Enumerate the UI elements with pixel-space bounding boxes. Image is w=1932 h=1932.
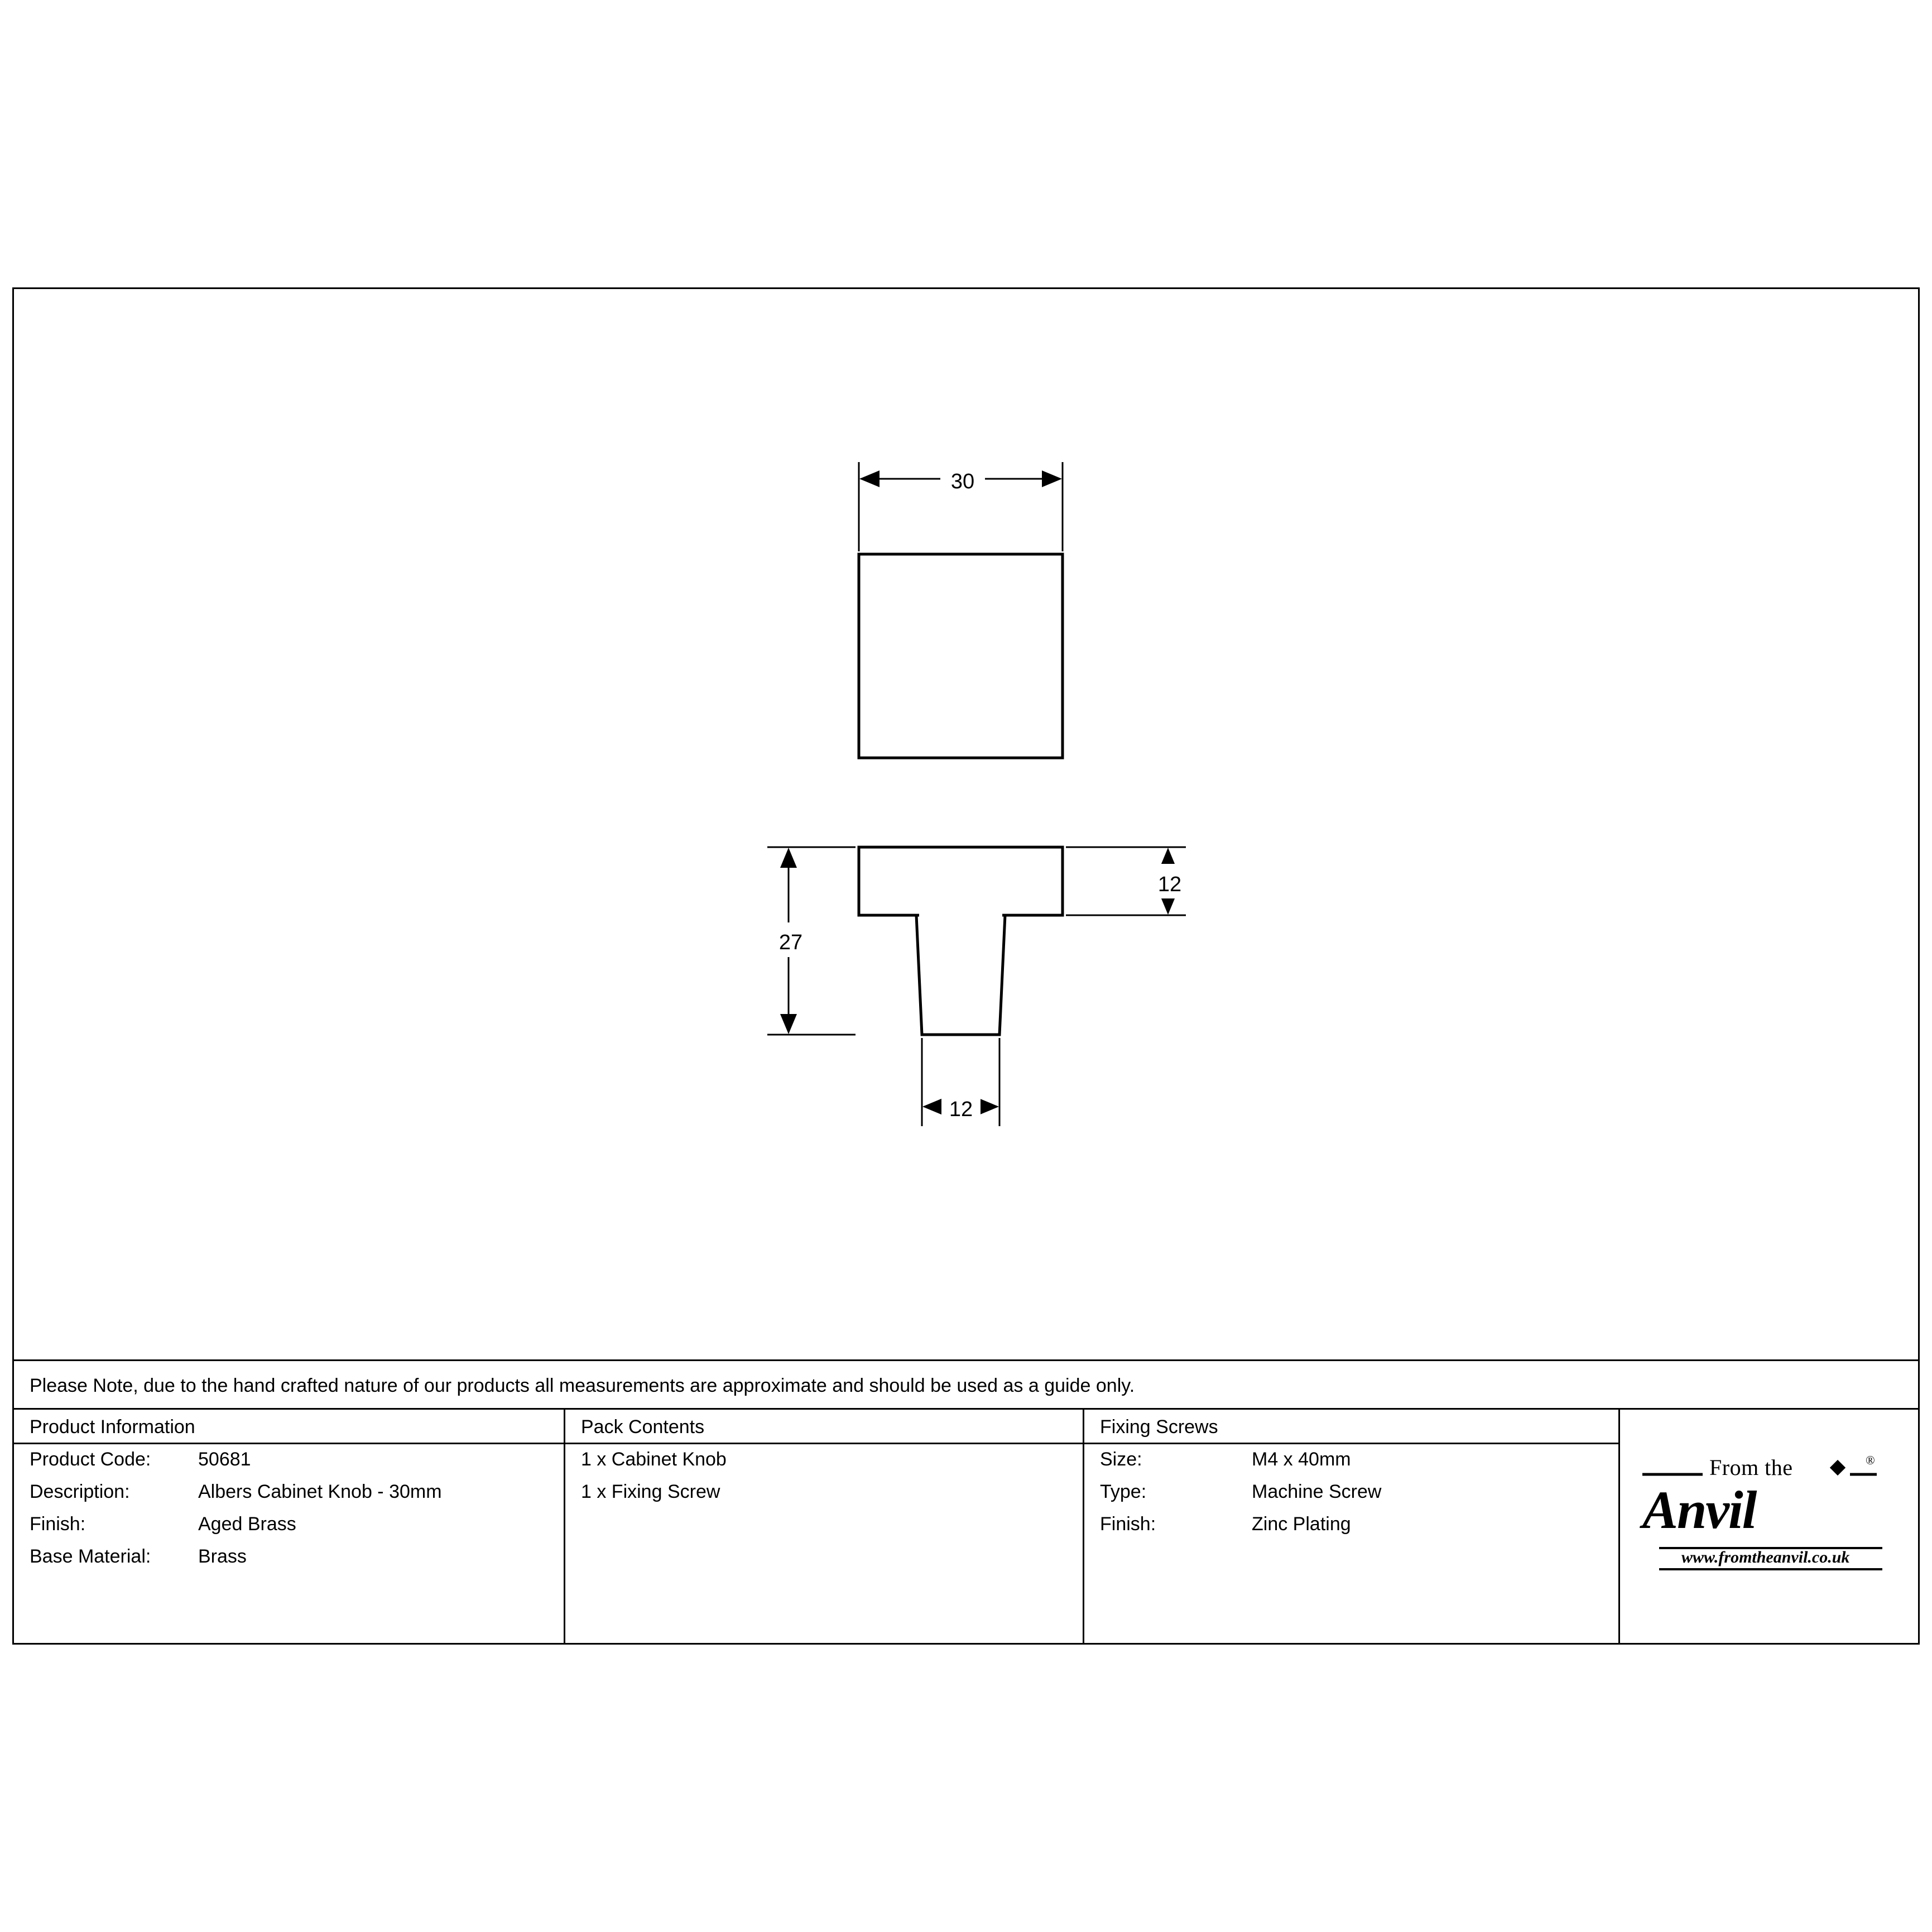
table-row [14,1509,564,1541]
base-material-value: Brass [198,1546,247,1567]
screw-finish-label: Finish: [1100,1513,1156,1535]
product-information-header [14,1410,564,1444]
logo-anvil-text: Anvil [1642,1480,1756,1540]
product-code-value: 50681 [198,1449,251,1470]
diamond-icon [1830,1460,1846,1476]
fixing-screws-heading: Fixing Screws [1100,1416,1218,1438]
logo-inner [1642,1450,1899,1584]
product-information-column [14,1410,564,1645]
list-item [565,1477,1083,1509]
list-item [565,1444,1083,1477]
brand-logo [1620,1410,1920,1645]
pack-contents-column [564,1410,1083,1645]
screw-finish-value: Zinc Plating [1252,1513,1351,1535]
screw-type-value: Machine Screw [1252,1481,1382,1502]
product-code-label: Product Code: [30,1449,151,1470]
table-row [1084,1509,1618,1541]
product-information-heading: Product Information [30,1416,195,1438]
logo-column [1618,1410,1920,1645]
fixing-screws-column [1083,1410,1618,1645]
fixing-screws-body [1084,1444,1618,1541]
top-view-square [859,554,1063,758]
dim-label-27: 27 [778,931,803,954]
pack-contents-body [565,1444,1083,1509]
technical-drawing-area [14,289,1918,1361]
logo-website-url: www.fromtheanvil.co.uk [1681,1548,1850,1566]
finish-value: Aged Brass [198,1513,296,1535]
logo-from-the-text: From the [1709,1455,1793,1480]
table-row [1084,1444,1618,1477]
drawing-sheet [12,287,1920,1645]
pack-contents-item-1: 1 x Cabinet Knob [581,1449,727,1470]
front-view-profile [859,847,1063,1035]
information-table [14,1410,1918,1645]
description-label: Description: [30,1481,130,1502]
dim-label-stem-12: 12 [949,1098,973,1121]
description-value: Albers Cabinet Knob - 30mm [198,1481,442,1502]
pack-contents-header [565,1410,1083,1444]
product-drawing-svg [14,289,1921,1361]
table-row [14,1444,564,1477]
base-material-label: Base Material: [30,1546,151,1567]
table-row [14,1541,564,1574]
screw-type-label: Type: [1100,1481,1147,1502]
screw-size-value: M4 x 40mm [1252,1449,1351,1470]
note-row [14,1359,1918,1410]
table-row [14,1477,564,1509]
screw-size-label: Size: [1100,1449,1142,1470]
fixing-screws-header [1084,1410,1618,1444]
table-row [1084,1477,1618,1509]
pack-contents-item-2: 1 x Fixing Screw [581,1481,720,1502]
registered-trademark-icon: ® [1866,1453,1875,1467]
dim-label-30: 30 [950,470,975,493]
product-information-body [14,1444,564,1574]
pack-contents-heading: Pack Contents [581,1416,705,1438]
dim-label-head-12: 12 [1157,873,1182,896]
approximate-measurements-note: Please Note, due to the hand crafted nature of our products all measurements are approximate and should be used as a guide only. [30,1375,1135,1396]
finish-label: Finish: [30,1513,86,1535]
